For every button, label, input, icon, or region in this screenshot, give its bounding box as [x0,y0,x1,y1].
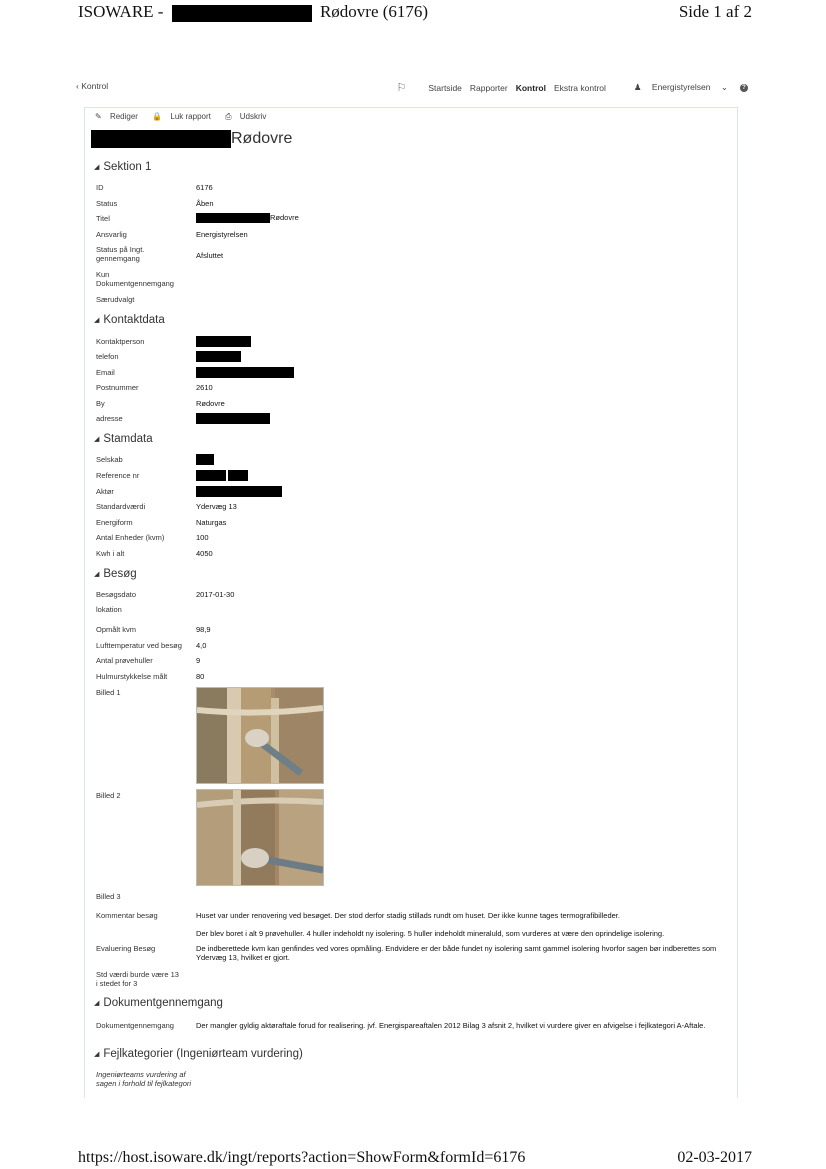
collapse-icon: ◢ [94,571,100,578]
field-label: Kun Dokumentgennemgang [96,270,174,288]
help-icon[interactable]: ? [740,84,748,92]
field-value [196,336,251,347]
field-label: Hulmurstykkelse målt [96,672,168,681]
edit-icon: ✎ [95,112,102,121]
field-label: Dokumentgennemgang [96,1021,174,1030]
field-value: Ydervæg 13 [196,502,237,511]
close-report-button[interactable]: 🔒 Luk rapport [152,112,211,121]
field-label: Std værdi burde være 13 i stedet for 3 [96,970,179,988]
chevron-down-icon: ⌄ [720,82,728,92]
print-url: https://host.isoware.dk/ingt/reports?action=ShowForm&formId=6176 [78,1149,526,1166]
user-menu[interactable]: ♟ Energistyrelsen ⌄ [633,82,728,92]
report-panel [84,107,738,1098]
user-icon: ♟ [633,82,642,92]
redacted-block [196,413,270,424]
field-value: Der blev boret i alt 9 prøvehuller. 4 huller indeholdt ny isolering. 5 huller indeholdt mineraluld, som vurderes at være den oprindelige isolering. [196,929,665,938]
field-value: Energistyrelsen [196,230,248,239]
field-label: By [96,399,105,408]
field-value: 98,9 [196,625,211,634]
back-link[interactable]: ‹ Kontrol [76,81,109,91]
field-value: Der mangler gyldig aktøraftale forud for realisering. jvf. Energispareaftalen 2012 Bilag 3 afsnit 2, hvilket vi vurdere giver en afvigelse i fejlkategori A-Aftale. [196,1021,706,1030]
collapse-icon: ◢ [94,164,100,171]
photo-2[interactable] [196,789,324,886]
field-label: ID [96,183,104,192]
redacted-block [196,486,282,497]
nav-ekstra-kontrol[interactable]: Ekstra kontrol [553,82,606,93]
field-value: 2610 [196,383,213,392]
print-date: 02-03-2017 [677,1149,752,1166]
redacted-block [196,367,294,378]
field-label: Billed 2 [96,791,121,800]
field-label: Lufttemperatur ved besøg [96,641,182,650]
field-label: adresse [96,414,123,423]
field-value [196,470,248,481]
field-label: Titel [96,214,110,223]
field-value: Naturgas [196,518,227,527]
print-footer [78,1147,752,1167]
redacted-block [196,454,214,465]
field-label: Kommentar besøg [96,911,158,920]
field-label: telefon [96,352,119,361]
field-value: 4050 [196,549,213,558]
field-label: Besøgsdato [96,590,137,599]
field-value: Rødovre [196,213,299,223]
redacted-block [91,130,231,148]
field-label: Billed 3 [96,892,121,901]
field-label: Kontaktperson [96,337,145,346]
section-header-besog[interactable]: ◢ Besøg [94,568,137,580]
field-label: Kwh i alt [96,549,125,558]
field-value [196,486,282,497]
field-label: Særudvalgt [96,295,135,304]
field-label: Antal prøvehuller [96,656,153,665]
field-label: Standardværdi [96,502,146,511]
field-value: Rødovre [196,399,225,408]
field-value: Afsluttet [196,251,224,260]
field-label: Evaluering Besøg [96,944,156,953]
field-value: De indberettede kvm kan genfindes ved vores opmåling. Endvidere er der både fundet ny isolering samt gammel isolering hvorfor sagen bør indberettes som Ydervæg 13, hvilket er gjort. [196,944,717,962]
field-value [196,367,294,378]
print-button[interactable]: ⎙ Udskriv [225,112,267,121]
collapse-icon: ◢ [94,1051,100,1058]
field-label: Opmålt kvm [96,625,137,634]
field-label: Selskab [96,455,123,464]
field-label: Status [96,199,118,208]
photo-1[interactable] [196,687,324,784]
redacted-block [172,5,312,22]
field-value: Åben [196,199,214,208]
chevron-left-icon: ‹ [76,81,79,91]
photo-2-image [197,790,323,885]
section-header-fejlkategorier[interactable]: ◢ Fejlkategorier (Ingeniørteam vurdering) [94,1048,303,1060]
field-label: Email [96,368,115,377]
section-header-kontaktdata[interactable]: ◢ Kontaktdata [94,314,165,326]
photo-1-image [197,688,323,783]
field-value [196,413,270,424]
field-label: Billed 1 [96,688,121,697]
section-header-stamdata[interactable]: ◢ Stamdata [94,433,153,445]
section-header-sektion1[interactable]: ◢ Sektion 1 [94,161,152,173]
field-label: lokation [96,605,122,614]
field-value: 4,0 [196,641,207,650]
field-value: Huset var under renovering ved besøget. Der stod derfor stadig stillads rundt om huset. Der ikke kunne tages termografibilleder. [196,911,620,920]
field-value: 80 [196,672,205,681]
lock-icon: 🔒 [152,112,163,121]
print-header-title: ISOWARE - Rødovre (6176) [78,2,429,21]
field-label: Energiform [96,518,133,527]
nav-startside[interactable]: Startside [428,82,462,93]
flag-icon[interactable]: ⚐ [396,82,407,94]
redacted-block [196,351,241,362]
field-value [196,351,241,362]
section-header-dokumentgennemgang[interactable]: ◢ Dokumentgennemgang [94,997,223,1009]
field-label: Aktør [96,487,114,496]
field-value [196,454,214,465]
nav-kontrol[interactable]: Kontrol [515,82,546,93]
field-label: Status på Ingt. gennemgang [96,245,145,263]
field-label: Reference nr [96,471,140,480]
redacted-block [196,213,270,223]
redacted-block [196,470,226,481]
field-label: Ansvarlig [96,230,127,239]
collapse-icon: ◢ [94,436,100,443]
print-page-number: Side 1 af 2 [678,2,752,21]
collapse-icon: ◢ [94,317,100,324]
print-header [78,2,752,24]
page-title: Rødovre [91,130,292,148]
field-label: Antal Enheder (kvm) [96,533,165,542]
field-label: Ingeniørteams vurdering af sagen i forhold til fejlkategori [96,1070,192,1088]
collapse-icon: ◢ [94,1000,100,1007]
toolbar [95,112,278,122]
field-value: 2017-01-30 [196,590,235,599]
field-value: 100 [196,533,209,542]
print-icon: ⎙ [225,112,232,121]
nav-rapporter[interactable]: Rapporter [469,82,508,93]
field-value: 6176 [196,183,213,192]
top-nav [76,78,748,96]
redacted-block [196,336,251,347]
redacted-block [228,470,248,481]
field-label: Postnummer [96,383,139,392]
field-value: 9 [196,656,201,665]
edit-button[interactable]: ✎ Rediger [95,112,138,121]
